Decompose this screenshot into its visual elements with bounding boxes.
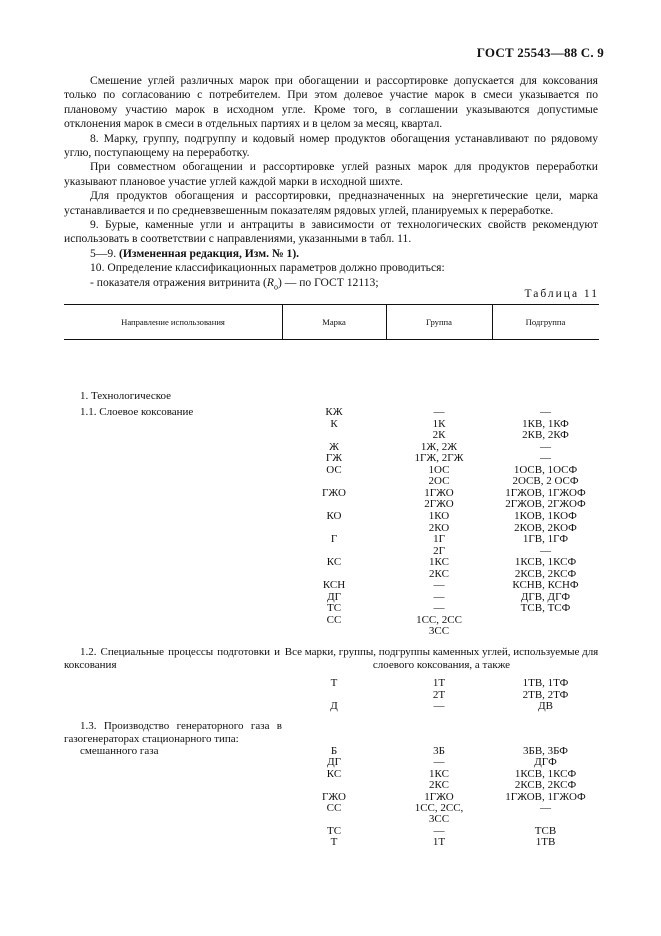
- edition-note-bold: (Измененная редакция, Изм. № 1).: [118, 246, 300, 260]
- table-row: [64, 836, 599, 849]
- cell-subgroup: ДВ: [538, 700, 553, 712]
- paragraph: 10. Определение классификационных параметров должно проводиться:: [90, 261, 445, 275]
- cell-mark: Б: [330, 745, 338, 757]
- cell-mark: ДГ: [327, 756, 341, 769]
- cell-subgroup: 1ТВ: [535, 836, 556, 849]
- header-subgroup: Подгруппа: [525, 317, 566, 327]
- cell-subgroup: ТСВ: [534, 824, 557, 837]
- cell-mark: Д: [330, 700, 338, 712]
- cell-mark: СС: [326, 802, 342, 814]
- cell-group: —: [433, 824, 445, 837]
- cell-direction: 1.3. Производство генераторного газа в газогенераторах стационарного типа:: [64, 720, 282, 745]
- cell-subgroup: 2КСВ, 2КСФ: [514, 779, 577, 792]
- table-row: [64, 646, 599, 672]
- cell-mark: Г: [330, 533, 338, 546]
- cell-subgroup: 1КВ, 1КФ: [522, 417, 569, 430]
- cell-mark: Ж: [329, 440, 339, 453]
- bullet-item: [64, 276, 598, 295]
- table-row: [64, 700, 599, 713]
- cell-mark: К: [330, 417, 338, 430]
- cell-group: 2КО: [428, 521, 450, 534]
- cell-group: 2К: [432, 429, 446, 442]
- cell-subgroup: ДГВ, ДГФ: [520, 590, 571, 603]
- cell-subgroup: —: [540, 440, 551, 453]
- cell-mark: Т: [330, 836, 338, 849]
- cell-mark: КС: [326, 767, 342, 780]
- table-row: [64, 720, 599, 746]
- cell-mark: ТС: [326, 824, 342, 837]
- cell-group: 2ОС: [428, 475, 450, 488]
- cell-note: Все марки, группы, подгруппы каменных углей, используемые для слоевого коксования, а также: [284, 646, 599, 671]
- cell-direction: 1.2. Специальные процессы подготовки и коксования: [64, 646, 280, 671]
- cell-subgroup: 2КСВ, 2КСФ: [514, 567, 577, 580]
- table-header: [64, 304, 599, 340]
- cell-mark: Т: [330, 677, 338, 689]
- cell-group: 1Г: [433, 533, 445, 546]
- paragraph: Для продуктов обогащения и рассортировки, предназначенных на энергетические цели, марка устанавливается и по средневзвешенным показателям рядовых углей, планируемых к переработке.: [64, 189, 598, 217]
- cell-group: —: [433, 406, 445, 418]
- cell-group: 1Ж, 2Ж: [420, 440, 458, 453]
- cell-group: 1СС, 2СС,: [414, 802, 464, 814]
- body-text: [64, 74, 598, 294]
- paragraph: 8. Марку, группу, подгруппу и кодовый номер продуктов обогащения устанавливают по рядовому углю, поступающему на переработку.: [64, 131, 598, 160]
- cell-subgroup: —: [540, 452, 551, 465]
- page-header: ГОСТ 25543—88 С. 9: [476, 45, 604, 60]
- cell-subgroup: 1ТВ, 1ТФ: [522, 677, 569, 689]
- cell-group: 1ГЖО: [424, 790, 454, 803]
- cell-group: —: [433, 756, 445, 769]
- cell-subgroup: —: [540, 802, 551, 814]
- cell-group: 2Г: [433, 544, 445, 557]
- cell-group: 1Т: [432, 677, 446, 689]
- table-caption: Таблица 11: [524, 288, 599, 300]
- cell-subgroup: ТСВ, ТСФ: [520, 602, 571, 615]
- cell-subgroup: 1КСВ, 1КСФ: [514, 556, 577, 569]
- cell-subgroup: 3БВ, 3БФ: [523, 745, 568, 757]
- cell-mark: КСН: [322, 579, 346, 592]
- cell-group: —: [433, 700, 445, 712]
- cell-mark: ТС: [326, 602, 342, 615]
- cell-direction: 1.1. Слоевое коксование: [80, 406, 194, 418]
- paragraph: 9. Бурые, каменные угли и антрациты в зависимости от технологических свойств рекомендуют использовать в соответствии с направлениями, указанными в табл. 11.: [64, 218, 598, 246]
- cell-group: 1Т: [432, 836, 446, 849]
- cell-group: 1СС, 2СС: [416, 613, 462, 626]
- cell-group: —: [433, 590, 445, 603]
- cell-group: 1КС: [429, 767, 449, 780]
- cell-subgroup: —: [540, 406, 551, 418]
- cell-group: 1КС: [429, 556, 449, 569]
- cell-group: 1КО: [428, 509, 450, 522]
- cell-group: 3Б: [433, 745, 445, 757]
- bullet-start: - показателя отражения витринита (: [90, 275, 267, 289]
- bullet-symbol: R: [266, 275, 274, 289]
- cell-subgroup: 1КСВ, 1КСФ: [514, 767, 577, 780]
- paragraph: При совместном обогащении и рассортировке углей разных марок для продуктов переработки указывают плановое участие углей каждой марки в исходной шихте.: [64, 160, 598, 188]
- cell-subgroup: 2КОВ, 2КОФ: [514, 521, 577, 534]
- cell-subgroup: 1ОСВ, 1ОСФ: [513, 463, 578, 476]
- cell-mark: КС: [326, 556, 342, 569]
- cell-subgroup: 1ГЖОВ, 1ГЖОФ: [505, 790, 586, 803]
- cell-subgroup: 2КВ, 2КФ: [522, 429, 569, 442]
- cell-group: 1К: [432, 417, 446, 430]
- cell-subgroup: КСНВ, КСНФ: [512, 579, 579, 592]
- cell-mark: ГЖО: [322, 790, 346, 803]
- table-row: [64, 390, 599, 403]
- cell-subgroup: 2ОСВ, 2 ОСФ: [512, 475, 579, 488]
- cell-group: 3СС: [428, 813, 450, 826]
- bullet-sub: o: [273, 282, 278, 291]
- cell-group: —: [433, 602, 445, 615]
- cell-subgroup: 2ГЖОВ, 2ГЖОФ: [505, 498, 586, 511]
- cell-direction: смешанного газа: [80, 745, 159, 757]
- cell-group: 3СС: [428, 625, 450, 638]
- bullet-end: ) — по ГОСТ 12113;: [277, 275, 379, 289]
- edition-note-prefix: 5—9.: [90, 246, 119, 260]
- cell-mark: ГЖ: [325, 452, 343, 465]
- cell-group: —: [433, 579, 445, 592]
- header-mark: Марка: [322, 317, 346, 327]
- cell-subgroup: —: [540, 544, 551, 557]
- cell-group: 1ГЖО: [424, 486, 454, 499]
- header-direction: Направление использования: [121, 317, 225, 327]
- cell-mark: КО: [326, 509, 342, 522]
- cell-subgroup: 1ГЖОВ, 1ГЖОФ: [505, 486, 586, 499]
- cell-group: 2КС: [429, 567, 449, 580]
- table-11: [64, 304, 599, 849]
- table-row: [64, 625, 599, 638]
- cell-subgroup: 1ГВ, 1ГФ: [522, 533, 569, 546]
- paragraph: Смешение углей различных марок при обогащении и рассортировке допускается для коксования только по согласованию с потребителем. При этом долевое участие марок в смеси указывается по плановому участию марок в исходном угле. Кроме того, в соглашении указываются допустимые отклонения марок в смеси в отдельных партиях и в целом за месяц, квартал.: [64, 74, 598, 131]
- edition-note: [64, 247, 598, 261]
- cell-mark: ДГ: [327, 590, 341, 603]
- cell-subgroup: 1КОВ, 1КОФ: [514, 509, 577, 522]
- cell-mark: СС: [326, 613, 342, 626]
- cell-mark: КЖ: [325, 406, 343, 418]
- cell-mark: ОС: [326, 463, 342, 476]
- cell-group: 2Т: [432, 688, 446, 701]
- cell-group: 2КС: [429, 779, 449, 792]
- cell-mark: ГЖО: [322, 486, 346, 499]
- header-group: Группа: [426, 317, 452, 327]
- cell-subgroup: ДГФ: [534, 756, 557, 769]
- cell-group: 1ОС: [428, 463, 450, 476]
- cell-group: 2ГЖО: [424, 498, 454, 511]
- cell-subgroup: 2ТВ, 2ТФ: [522, 688, 569, 701]
- cell-group: 1ГЖ, 2ГЖ: [414, 452, 464, 465]
- cell-direction: 1. Технологическое: [80, 390, 172, 402]
